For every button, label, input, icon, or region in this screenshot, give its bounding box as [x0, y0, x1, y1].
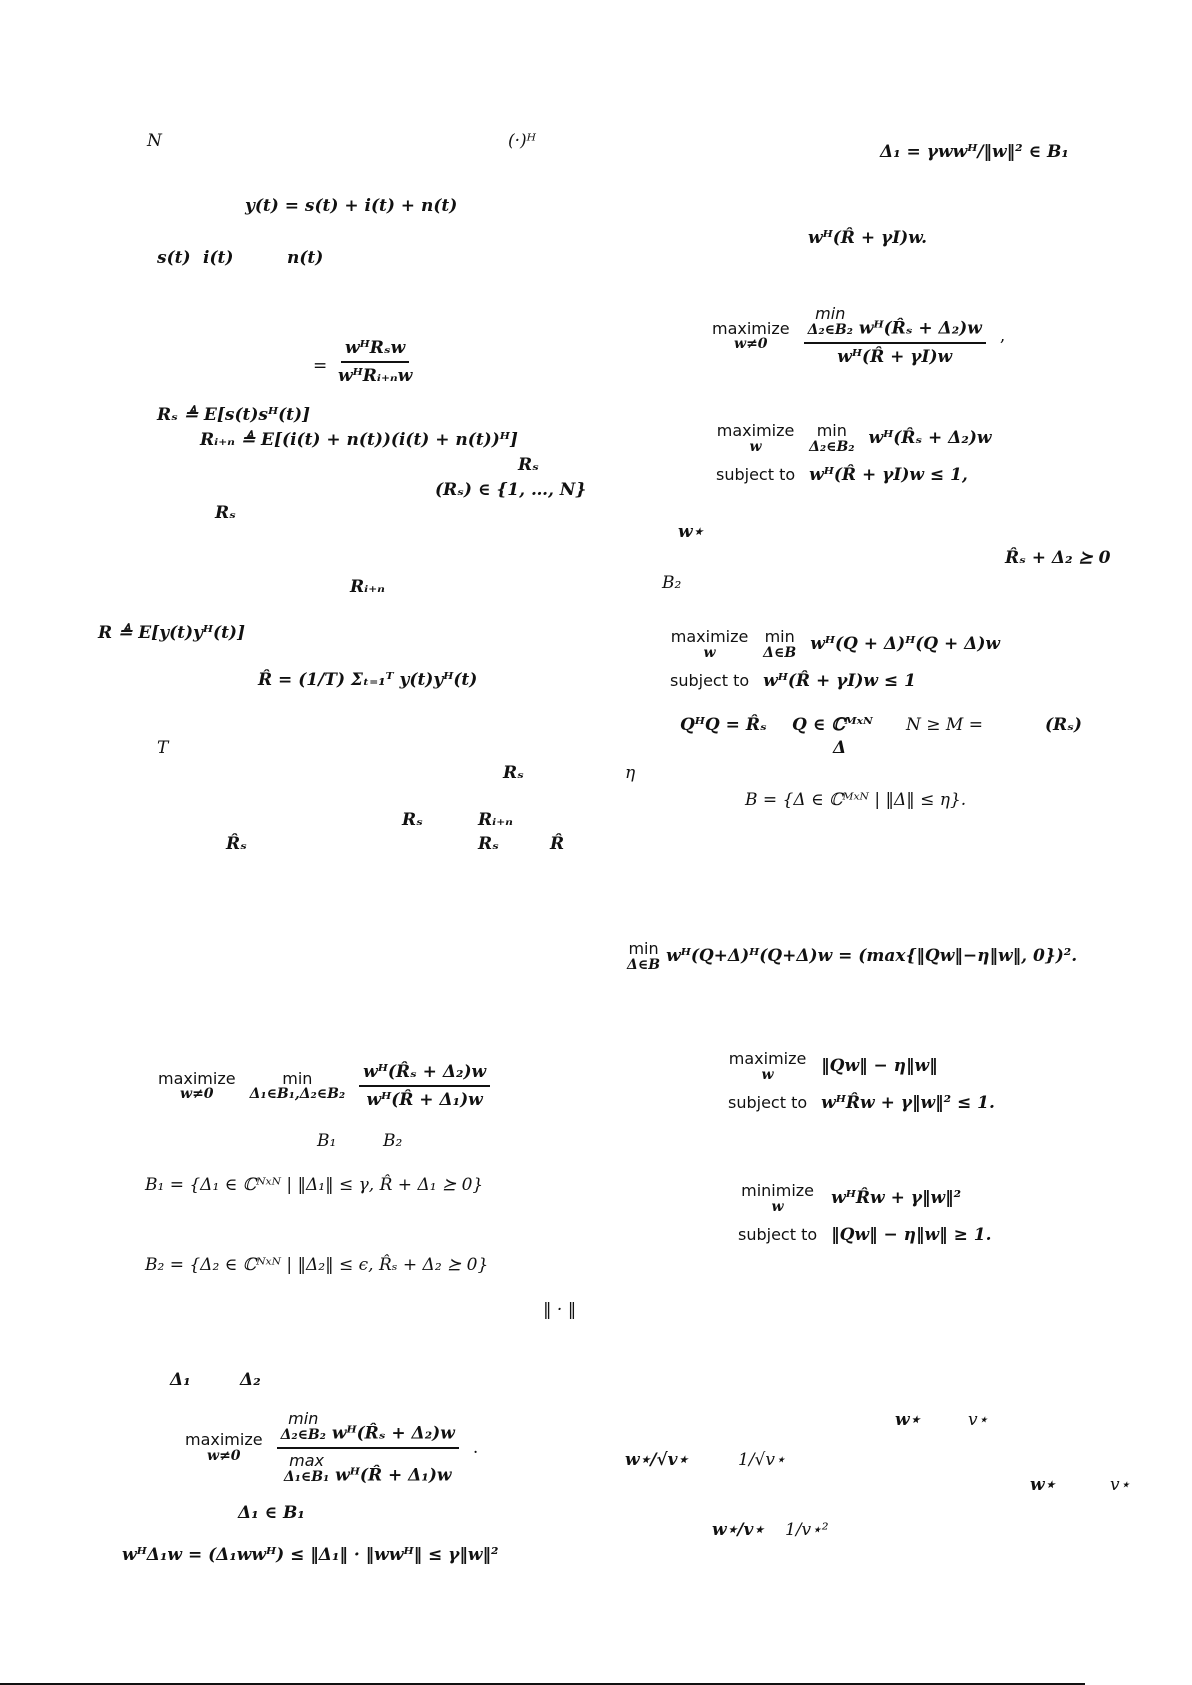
math-rankRs: (Rₛ): [1045, 715, 1082, 735]
sinr-den: wᴴRᵢ₊ₙw: [338, 366, 413, 387]
constraint: ‖Qw‖ − η‖w‖ ≥ 1.: [831, 1224, 992, 1245]
period: .: [472, 1437, 479, 1458]
kw-maximize: maximize w≠0: [185, 1430, 263, 1465]
math-Delta1: Δ₁: [170, 1370, 191, 1390]
math-QQ: QᴴQ = R̂ₛ: [680, 715, 767, 735]
kw-subject-to: subject to: [728, 1093, 808, 1113]
math-vstar: v⋆: [968, 1410, 989, 1430]
math-Delta: Δ: [833, 738, 847, 758]
objective-fraction: min Δ₂∈B₂ wᴴ(R̂ₛ + Δ₂)w wᴴ(R̂ + γI)w: [804, 305, 986, 367]
math-B2: B₂: [383, 1131, 403, 1151]
objective-fraction: $\frac{\text{wᴴ(R̂ₛ + Δ₂)w}}{\text{wᴴ(R̂ + Δ₁)w}}$: [359, 1062, 490, 1111]
inner-min-result: wᴴ(Q+Δ)ᴴ(Q+Δ)w = (max{‖Qw‖−η‖w‖, 0})².: [666, 946, 1078, 967]
objective: wᴴR̂w + γ‖w‖²: [831, 1188, 962, 1209]
math-Rhat: R̂: [550, 834, 565, 854]
objective: ‖Qw‖ − η‖w‖: [821, 1056, 938, 1077]
math-Rs: Rₛ: [518, 455, 539, 475]
math-wstar: w⋆: [1030, 1475, 1056, 1495]
math-inv: 1/√v⋆: [738, 1450, 786, 1470]
kw-maximize: maximize w≠0: [158, 1068, 236, 1103]
eq-signal-model: y(t) = s(t) + i(t) + n(t): [245, 196, 458, 216]
problem-3: [712, 305, 1005, 367]
inner-min: min Δ₁∈B₁,Δ₂∈B₂: [249, 1068, 346, 1103]
math-B1: B₁: [317, 1131, 337, 1151]
sinr-eq: =: [313, 356, 328, 376]
eq-sinr: [334, 338, 416, 387]
math-wstar: w⋆: [895, 1410, 921, 1430]
math-n: n(t): [287, 248, 324, 268]
inner-min: min Δ₂∈B₂: [809, 421, 855, 455]
eq-Rin-def: Rᵢ₊ₙ ≜ E[(i(t) + n(t))(i(t) + n(t))ᴴ]: [200, 430, 518, 450]
inner-min: min Δ∈B: [627, 939, 661, 973]
objective: wᴴ(Q + Δ)ᴴ(Q + Δ)w: [810, 634, 1001, 655]
eq-inner-min: [627, 940, 1083, 973]
inner-min: min Δ∈B: [763, 627, 797, 661]
math-eta: η: [625, 763, 636, 783]
kw-minimize: minimize w: [741, 1181, 815, 1215]
math-T: T: [157, 738, 169, 758]
eq-Rhat-def: R̂ = (1/T) Σₜ₌₁ᵀ y(t)yᴴ(t): [258, 670, 478, 690]
math-Rs: Rₛ: [503, 763, 524, 783]
kw-subject-to: subject to: [738, 1225, 818, 1245]
constraint: wᴴR̂w + γ‖w‖² ≤ 1.: [821, 1092, 995, 1113]
eq-R-def: R ≜ E[y(t)yᴴ(t)]: [98, 623, 246, 643]
math-Rin: Rᵢ₊ₙ: [478, 810, 513, 830]
objective: wᴴ(R̂ₛ + Δ₂)w: [868, 428, 992, 449]
math-inv2: 1/v⋆²: [785, 1520, 829, 1540]
minmax-fraction: min Δ₂∈B₂ wᴴ(R̂ₛ + Δ₂)w max Δ₁∈B₁ wᴴ(R̂ + Δ₁)w: [277, 1410, 459, 1486]
problem-5: [670, 628, 1000, 691]
kw-maximize: maximize w: [728, 1049, 807, 1083]
kw-maximize: maximize w: [716, 421, 795, 455]
problem-robust-2: [185, 1410, 478, 1486]
eq-Rs-def: Rₛ ≜ E[s(t)sᴴ(t)]: [157, 405, 311, 425]
math-Rshat: R̂ₛ: [226, 834, 247, 854]
math-hermitian: (·)ᴴ: [508, 131, 537, 151]
math-psd: R̂ₛ + Δ₂ ⪰ 0: [1005, 548, 1111, 568]
math-Delta2: Δ₂: [240, 1370, 261, 1390]
math-scaled2: w⋆/v⋆: [712, 1520, 765, 1540]
math-wstar: w⋆: [678, 522, 704, 542]
math-Rin: Rᵢ₊ₙ: [350, 577, 385, 597]
eq-bound: wᴴΔ₁w = (Δ₁wwᴴ) ≤ ‖Δ₁‖ · ‖wwᴴ‖ ≤ γ‖w‖²: [122, 1545, 499, 1565]
math-Qdim: Q ∈ ℂᴹˣᴺ: [792, 715, 873, 735]
sinr-num: wᴴRₛw: [341, 338, 409, 363]
math-vstar: v⋆: [1110, 1475, 1131, 1495]
eq-B1-def: B₁ = {Δ₁ ∈ ℂᴺˣᴺ | ‖Δ₁‖ ≤ γ, R̂ + Δ₁ ⪰ 0}: [145, 1175, 484, 1195]
math-scaled: w⋆/√v⋆: [625, 1450, 689, 1470]
eq-B-def: B = {Δ ∈ ℂᴹˣᴺ | ‖Δ‖ ≤ η}.: [745, 790, 967, 810]
kw-maximize: maximize w≠0: [712, 318, 790, 353]
kw-subject-to: subject to: [670, 671, 750, 691]
math-s: s(t): [157, 248, 191, 268]
constraint: wᴴ(R̂ + γI)w ≤ 1,: [809, 464, 968, 485]
math-B2: B₂: [662, 573, 682, 593]
math-Rs: Rₛ: [215, 503, 236, 523]
eq-denominator: wᴴ(R̂ + γI)w.: [808, 228, 928, 248]
constraint: wᴴ(R̂ + γI)w ≤ 1: [763, 670, 916, 691]
comma: ,: [999, 326, 1006, 347]
problem-robust-1: [158, 1062, 490, 1111]
math-i: i(t): [203, 248, 234, 268]
problem-7: [738, 1182, 1006, 1245]
kw-maximize: maximize w: [670, 627, 749, 661]
math-N: N: [147, 131, 162, 151]
math-Rs: Rₛ: [402, 810, 423, 830]
eq-B2-def: B₂ = {Δ₂ ∈ ℂᴺˣᴺ | ‖Δ₂‖ ≤ ϵ, R̂ₛ + Δ₂ ⪰ 0}: [145, 1255, 489, 1275]
math-NM: N ≥ M =: [906, 715, 983, 735]
eq-worst-case: Δ₁ = γwwᴴ/‖w‖² ∈ B₁: [880, 142, 1069, 162]
math-D1-in-B1: Δ₁ ∈ B₁: [238, 1503, 305, 1523]
math-rank: (Rₛ) ∈ {1, …, N}: [435, 480, 587, 500]
kw-subject-to: subject to: [716, 465, 796, 485]
math-Rs: Rₛ: [478, 834, 499, 854]
problem-4: [716, 422, 992, 485]
problem-6: [728, 1050, 1009, 1113]
math-norm: ‖ · ‖: [543, 1300, 577, 1320]
